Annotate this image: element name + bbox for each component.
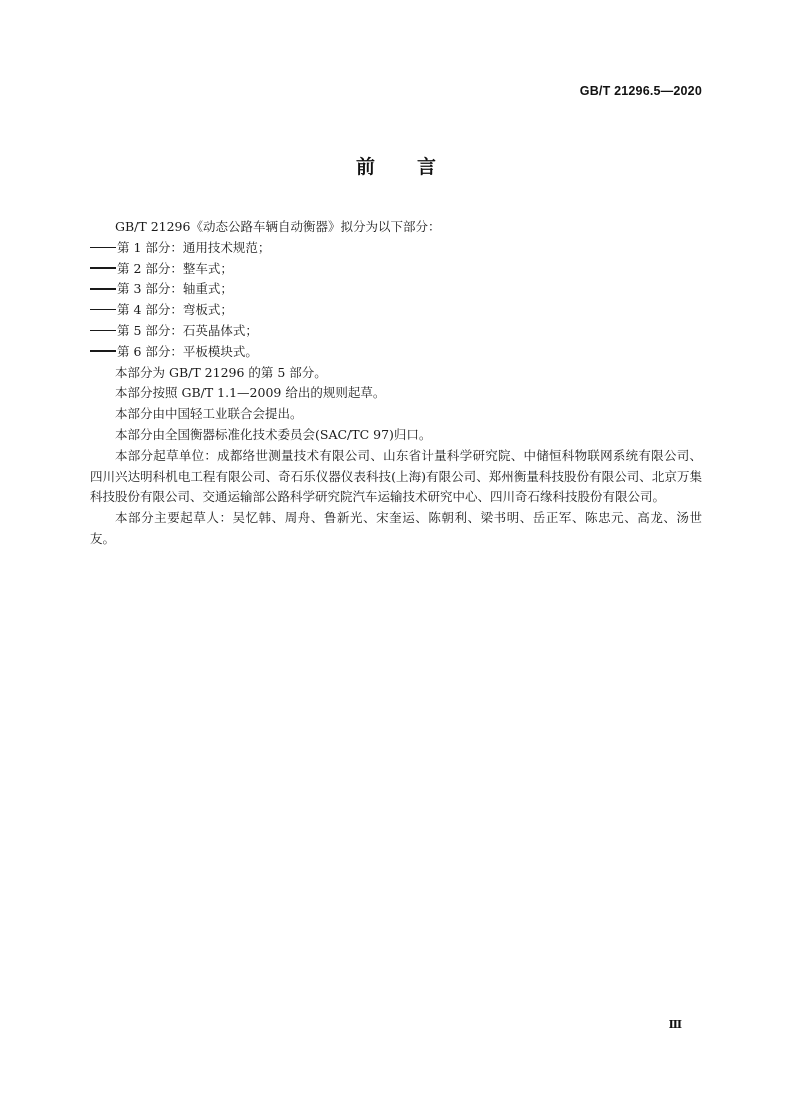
part-label: 第 5 部分：石英晶体式； <box>117 322 258 338</box>
part-statement: 本部分为 GB/T 21296 的第 5 部分。 <box>115 364 327 380</box>
dash-marker <box>90 350 116 352</box>
page-number: Ⅲ <box>668 1018 682 1031</box>
list-item <box>90 300 702 321</box>
list-item <box>90 279 702 300</box>
list-item <box>90 238 702 259</box>
dash-marker <box>90 309 116 311</box>
drafting-rules: 本部分按照 GB/T 1.1—2009 给出的规则起草。 <box>115 385 386 401</box>
dash-marker <box>90 330 116 332</box>
list-item <box>90 259 702 280</box>
list-item <box>90 321 702 342</box>
jurisdiction-statement: 本部分由全国衡器标准化技术委员会(SAC/TC 97)归口。 <box>115 426 432 442</box>
part-label: 第 2 部分：整车式； <box>117 260 233 276</box>
part-label: 第 1 部分：通用技术规范； <box>117 239 271 255</box>
dash-marker <box>90 267 116 269</box>
standard-code-header: GB/T 21296.5—2020 <box>579 84 702 98</box>
intro-paragraph: GB/T 21296《动态公路车辆自动衡器》拟分为以下部分： <box>115 219 441 234</box>
part-label: 第 4 部分：弯板式； <box>117 302 233 318</box>
list-item <box>90 342 702 363</box>
part-label: 第 3 部分：轴重式； <box>117 281 233 297</box>
proposer-statement: 本部分由中国轻工业联合会提出。 <box>115 406 303 422</box>
dash-marker <box>90 247 116 249</box>
page-title: 前言 <box>355 156 478 178</box>
part-label: 第 6 部分：平板模块式。 <box>117 343 258 359</box>
drafting-organizations: 本部分起草单位：成都络世测量技术有限公司、山东省计量科学研究院、中储恒科物联网系统有限公司、四川兴达明科机电工程有限公司、奇石乐仪器仪表科技(上海)有限公司、郑州衡量科技股份有限公司、北京万集科技股份有限公司、交通运输部公路科学研究院汽车运输技术研究中心、四川奇石缘科技股份有限公司。 <box>90 447 702 505</box>
main-drafters: 本部分主要起草人：吴忆韩、周舟、鲁新光、宋奎运、陈朝利、梁书明、岳正军、陈忠元、高龙、汤世友。 <box>90 510 702 546</box>
dash-marker <box>90 288 116 290</box>
foreword-body <box>90 217 702 550</box>
